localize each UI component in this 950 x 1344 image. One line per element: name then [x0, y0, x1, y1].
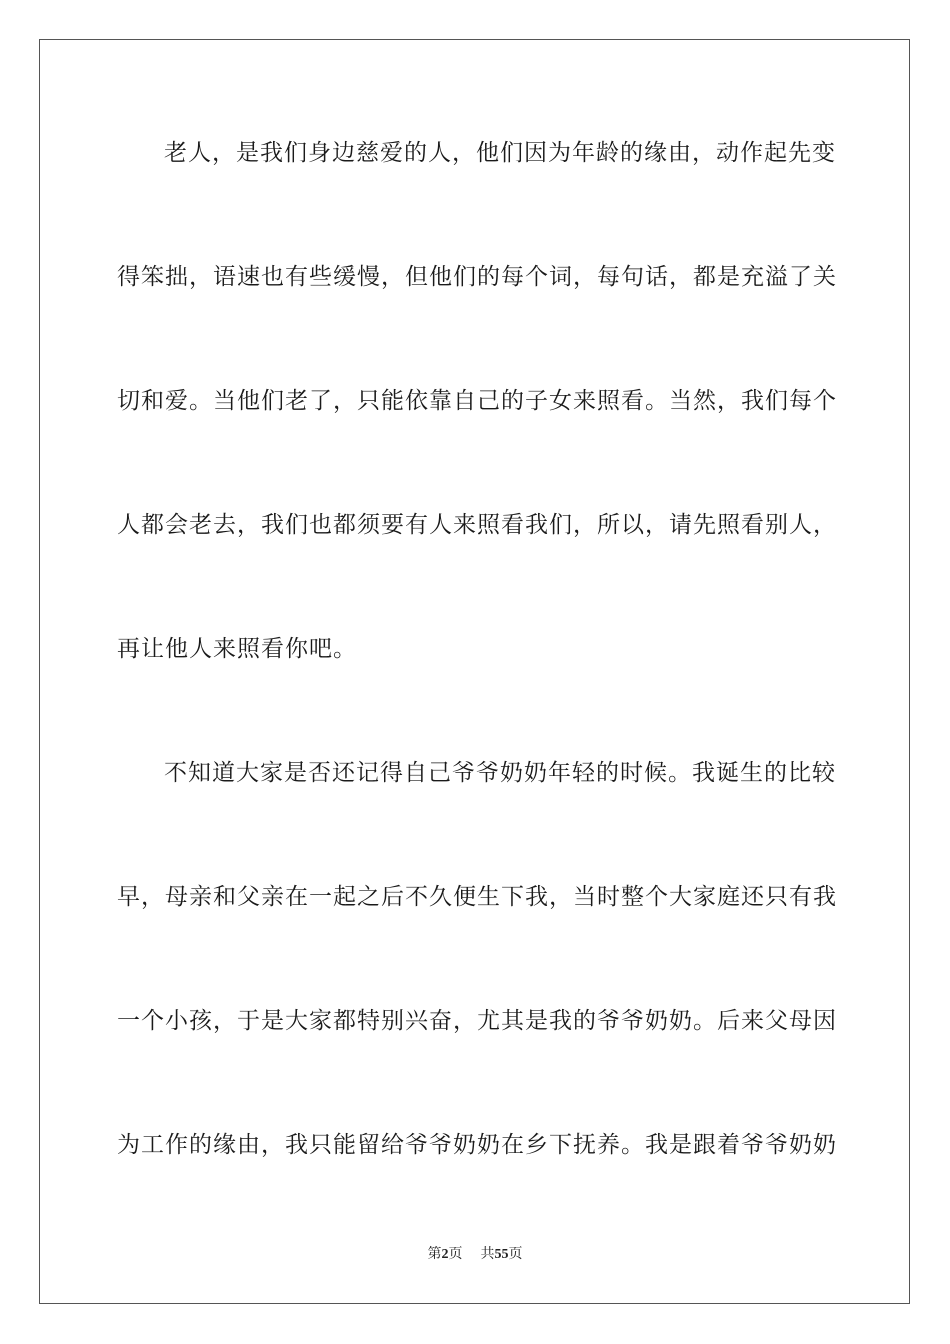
page-footer: [0, 1244, 950, 1265]
paragraph-1-line-2: 得笨拙，语速也有些缓慢，但他们的每个词，每句话，都是充溢了关: [117, 264, 837, 290]
paragraph-2-line-2: 早，母亲和父亲在一起之后不久便生下我，当时整个大家庭还只有我: [117, 884, 837, 910]
total-pages: 55: [494, 1247, 509, 1262]
paragraph-1-line-4: 人都会老去，我们也都须要有人来照看我们，所以，请先照看别人，: [117, 512, 837, 538]
paragraph-1-line-1: 老人，是我们身边慈爱的人，他们因为年龄的缘由，动作起先变: [164, 140, 836, 166]
paragraph-1-line-5: 再让他人来照看你吧。: [117, 636, 357, 662]
paragraph-2-line-3: 一个小孩，于是大家都特别兴奋，尤其是我的爷爷奶奶。后来父母因: [117, 1008, 837, 1034]
paragraph-1-line-3: 切和爱。当他们老了，只能依靠自己的子女来照看。当然，我们每个: [117, 388, 837, 414]
total-prefix: 共: [480, 1246, 495, 1262]
total-suffix: 页: [508, 1246, 523, 1262]
paragraph-2-line-4: 为工作的缘由，我只能留给爷爷奶奶在乡下抚养。我是跟着爷爷奶奶: [117, 1132, 837, 1158]
page-number: 2: [441, 1247, 449, 1262]
page-prefix: 第: [427, 1246, 442, 1262]
page-frame: [39, 39, 910, 1304]
page-suffix: 页: [448, 1246, 463, 1262]
paragraph-2-line-1: 不知道大家是否还记得自己爷爷奶奶年轻的时候。我诞生的比较: [164, 760, 836, 786]
